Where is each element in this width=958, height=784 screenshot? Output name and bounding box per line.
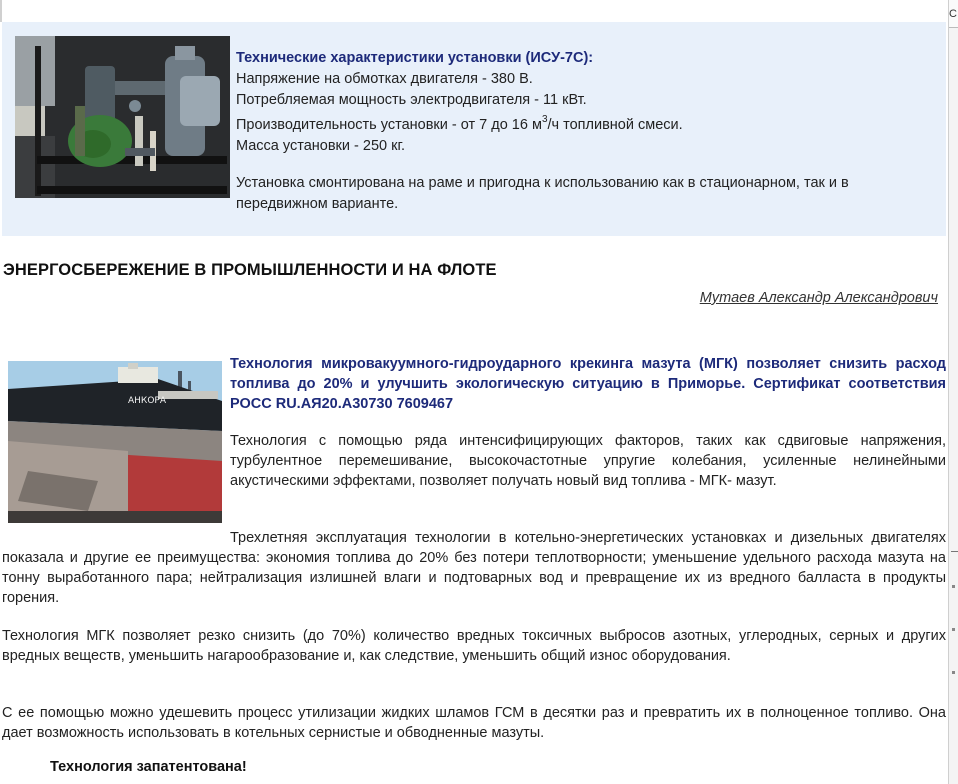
article-paragraph-1: Технология с помощью ряда интенсифицирующих факторов, таких как сдвиговые напряжения, турбулентное перемешивание, высокочастотные упругие колебания, усиленные нелинейными акустическими эффектами, позволяет получать новый вид топлива - МГК- мазут. (230, 433, 946, 489)
patent-note: Технология запатентована! (50, 759, 247, 775)
spec-capacity-main: Производительность установки - от 7 до 16 м (236, 117, 542, 133)
section-heading: ЭНЕРГОСБЕРЕЖЕНИЕ В ПРОМЫШЛЕННОСТИ И НА ФЛОТЕ (3, 261, 497, 279)
spec-capacity-sup: 3 (541, 114, 548, 125)
side-panel-dot (952, 585, 955, 588)
article-paragraph-2: Трехлетняя эксплуатация технологии в котельно-энергетических установках и дизельных двигателях показала и другие ее преимущества: экономия топлива до 20% без потери теплотворности; уменьшение удельного расхода мазута на тонну выработанного пара; нейтрализация излишней влаги и подтоварных вод и превращение их из вредного балласта в продукты горения. (2, 530, 946, 606)
spec-capacity (236, 115, 936, 136)
top-border (0, 0, 948, 22)
ship-name: АНКОРА (128, 396, 166, 406)
spec-mass: Масса установки - 250 кг. (236, 138, 405, 154)
article-paragraph-4: С ее помощью можно удешевить процесс утилизации жидких шламов ГСМ в десятки раз и превратить их в полноценное топливо. Она дает возможность использовать в котельных сернистые и обводненные мазуты. (2, 705, 946, 741)
author-link[interactable]: Мутаев Александр Александрович (699, 290, 938, 306)
spec-voltage: Напряжение на обмотках двигателя - 380 В. (236, 71, 533, 87)
installation-photo (15, 36, 230, 198)
side-panel-mark (951, 551, 958, 552)
spec-title: Технические характеристики установки (ИСУ-7С): (236, 50, 594, 66)
ship-photo (8, 361, 222, 523)
spec-gap (236, 157, 936, 173)
spec-text (236, 48, 936, 215)
article-paragraph-3: Технология МГК позволяет резко снизить (до 70%) количество вредных токсичных выбросов азотных, углеродных, серных и других вредных веществ, уменьшить нагарообразование и, как следствие, уменьшить общий износ оборудования. (2, 628, 946, 664)
spec-capacity-unit: /ч топливной смеси. (547, 117, 683, 133)
spec-power: Потребляемая мощность электродвигателя - 11 кВт. (236, 92, 587, 108)
article-lead: Технология микровакуумного-гидроударного крекинга мазута (МГК) позволяет снизить расход топлива до 20% и улучшить экологическую ситуацию в Приморье. Сертификат соответствия РОСС RU.АЯ20.А30730 7609467 (230, 356, 946, 412)
spec-mount: Установка смонтирована на раме и пригодна к использованию как в стационарном, так и в передвижном варианте. (236, 175, 849, 212)
side-panel-tab[interactable]: С (949, 0, 958, 28)
side-panel-dot (952, 628, 955, 631)
side-panel-edge (948, 0, 958, 784)
side-panel-dot (952, 671, 955, 674)
